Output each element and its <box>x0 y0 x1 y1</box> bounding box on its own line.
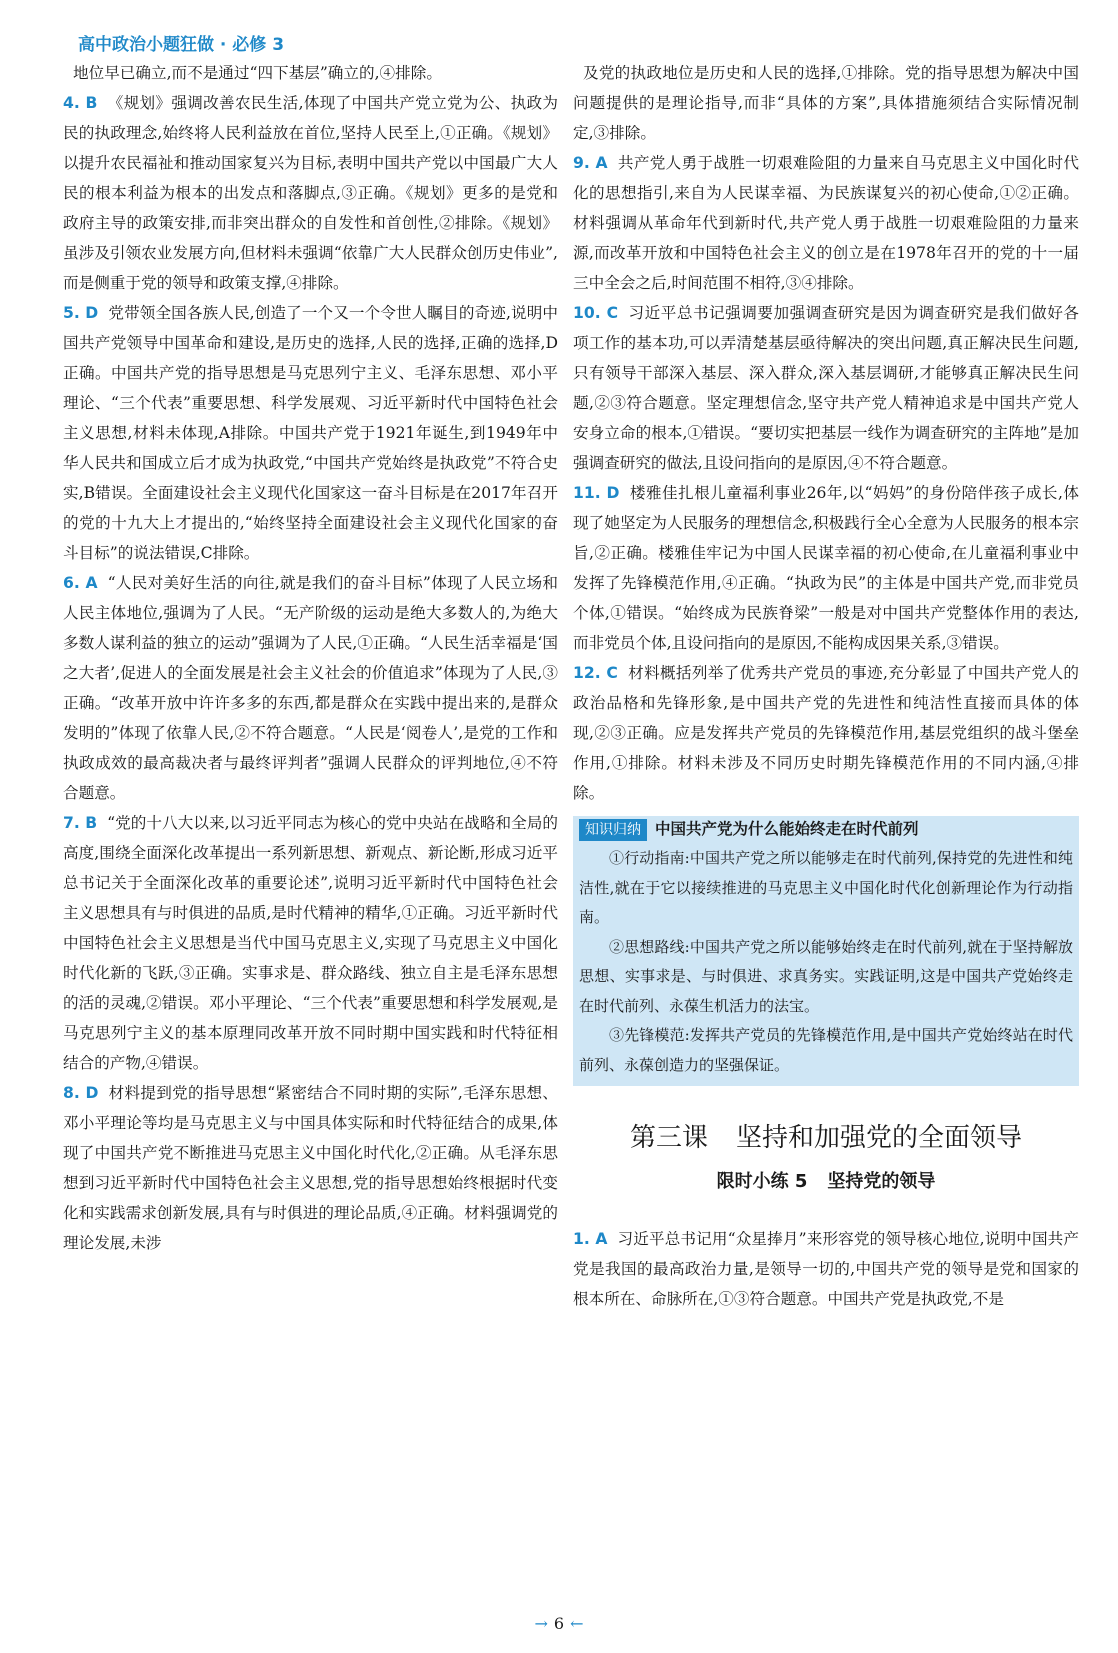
answer-number: 7. B <box>63 814 98 832</box>
answer-number: 5. D <box>63 304 99 322</box>
answer-number: 9. A <box>573 154 608 172</box>
section-heading: 限时小练 5 坚持党的领导 <box>716 1171 936 1192</box>
answer-number: 12. C <box>573 664 618 682</box>
answer-item: 1. A 习近平总书记用“众星捧月”来形容党的领导核心地位,说明中国共产党是我国的最高政治力量,是领导一切的,中国共产党的领导是党和国家的根本所在、命脉所在,①③符合题意。中国共产党是执政党,不是 <box>573 1230 1079 1308</box>
answer-item: 5. D 党带领全国各族人民,创造了一个又一个令世人瞩目的奇迹,说明中国共产党领导中国革命和建设,是历史的选择,人民的选择,正确的选择,D正确。中国共产党的指导思想是马克思列宁主义、毛泽东思想、邓小平理论、“三个代表”重要思想、科学发展观、习近平新时代中国特色社会主义思想,材料未体现,A排除。中国共产党于1921年诞生,到1949年中华人民共和国成立后才成为执政党,“中国共产党始终是执政党”不符合史实,B错误。全面建设社会主义现代化国家这一奋斗目标是在2017年召开的党的十九大上才提出的,“始终坚持全面建设社会主义现代化国家的奋斗目标”的说法错误,C排除。 <box>63 304 558 562</box>
answer-item: 4. B 《规划》强调改善农民生活,体现了中国共产党立党为公、执政为民的执政理念,始终将人民利益放在首位,坚持人民至上,①正确。《规划》以提升农民福祉和推动国家复兴为目标,表明中国共产党以中国最广大人民的根本利益为根本的出发点和落脚点,③正确。《规划》更多的是党和政府主导的政策安排,而非突出群众的自发性和首创性,②排除。《规划》虽涉及引领农业发展方向,但材料未强调“依靠广大人民群众创历史伟业”,而是侧重于党的领导和政策支撑,④排除。 <box>63 94 558 292</box>
answer-item: 地位早已确立,而不是通过“四下基层”确立的,④排除。 <box>73 64 442 82</box>
answer-number: 6. A <box>63 574 98 592</box>
chapter-heading: 第三课 坚持和加强党的全面领导 <box>629 1123 1023 1153</box>
answer-item: 12. C 材料概括列举了优秀共产党员的事迹,充分彰显了中国共产党人的政治品格和先锋形象,是中国共产党的先进性和纯洁性直接而具体的体现,②③正确。应是发挥共产党员的先锋模范作用,基层党组织的战斗堡垒作用,①排除。材料未涉及不同历史时期先锋模范作用的不同内涵,④排除。 <box>573 664 1079 802</box>
answer-number: 11. D <box>573 484 620 502</box>
arrow-left-icon: ← <box>570 1614 584 1633</box>
answer-item: 及党的执政地位是历史和人民的选择,①排除。党的指导思想为解决中国问题提供的是理论指导,而非“具体的方案”,具体措施须结合实际情况制定,③排除。 <box>573 64 1079 142</box>
book-title-header: 高中政治小题狂做 · 必修 3 <box>78 35 285 55</box>
knowledge-paragraph: ①行动指南:中国共产党之所以能够走在时代前列,保持党的先进性和纯洁性,就在于它以接续推进的马克思主义中国化时代化创新理论作为行动指南。 <box>579 849 1073 926</box>
knowledge-badge: 知识归纳 <box>579 819 647 841</box>
answer-number: 4. B <box>63 94 98 112</box>
knowledge-paragraph: ②思想路线:中国共产党之所以能够始终走在时代前列,就在于坚持解放思想、实事求是、与时俱进、求真务实。实践证明,这是中国共产党始终走在时代前列、永葆生机活力的法宝。 <box>579 937 1073 1015</box>
knowledge-paragraph: ③先锋模范:发挥共产党员的先锋模范作用,是中国共产党始终站在时代前列、永葆创造力的坚强保证。 <box>579 1026 1073 1074</box>
right-column <box>573 58 1079 1314</box>
answer-item: 7. B “党的十八大以来,以习近平同志为核心的党中央站在战略和全局的高度,围绕全面深化改革提出一系列新思想、新观点、新论断,形成习近平总书记关于全面深化改革的重要论述”,说明习近平新时代中国特色社会主义思想具有与时俱进的品质,是时代精神的精华,①正确。习近平新时代中国特色社会主义思想是当代中国马克思主义,实现了马克思主义中国化时代化新的飞跃,③正确。实事求是、群众路线、独立自主是毛泽东思想的活的灵魂,②错误。邓小平理论、“三个代表”重要思想和科学发展观,是马克思列宁主义的基本原理同改革开放不同时期中国实践和时代特征相结合的产物,④错误。 <box>63 814 558 1072</box>
answer-item: 9. A 共产党人勇于战胜一切艰难险阻的力量来自马克思主义中国化时代化的思想指引,来自为人民谋幸福、为民族谋复兴的初心使命,①②正确。材料强调从革命年代到新时代,共产党人勇于战胜一切艰难险阻的力量来源,而改革开放和中国特色社会主义的创立是在1978年召开的党的十一届三中全会之后,时间范围不相符,③④排除。 <box>573 154 1079 292</box>
knowledge-summary-box <box>573 816 1079 1086</box>
answer-item: 8. D 材料提到党的指导思想“紧密结合不同时期的实际”,毛泽东思想、邓小平理论等均是马克思主义与中国具体实际和时代特征结合的成果,体现了中国共产党不断推进马克思主义中国化时代化,②正确。从毛泽东思想到习近平新时代中国特色社会主义思想,党的指导思想始终根据时代变化和实践需求创新发展,具有与时俱进的理论品质,④正确。材料强调党的理论发展,未涉 <box>63 1084 558 1252</box>
left-column <box>63 58 558 1258</box>
answer-number: 1. A <box>573 1230 608 1248</box>
answer-number: 8. D <box>63 1084 99 1102</box>
answer-item: 11. D 楼雅佳扎根儿童福利事业26年,以“妈妈”的身份陪伴孩子成长,体现了她坚定为人民服务的理想信念,积极践行全心全意为人民服务的根本宗旨,②正确。楼雅佳牢记为中国人民谋幸福的初心使命,在儿童福利事业中发挥了先锋模范作用,④正确。“执政为民”的主体是中国共产党,而非党员个体,①错误。“始终成为民族脊梁”一般是对中国共产党整体作用的表达,而非党员个体,且设问指向的是原因,不能构成因果关系,③错误。 <box>573 484 1079 652</box>
page-number: → 6 ← <box>534 1614 584 1633</box>
arrow-right-icon: → <box>534 1614 548 1633</box>
answer-number: 10. C <box>573 304 619 322</box>
knowledge-summary-header <box>579 816 1073 844</box>
answer-item: 10. C 习近平总书记强调要加强调查研究是因为调查研究是我们做好各项工作的基本功,可以弄清楚基层亟待解决的突出问题,真正解决民生问题,只有领导干部深入基层、深入群众,深入基层调研,才能够真正解决民生问题,②③符合题意。坚定理想信念,坚守共产党人精神追求是中国共产党人安身立命的根本,①错误。“要切实把基层一线作为调查研究的主阵地”是加强调查研究的做法,且设问指向的是原因,④不符合题意。 <box>573 304 1079 472</box>
answer-item: 6. A “人民对美好生活的向往,就是我们的奋斗目标”体现了人民立场和人民主体地位,强调为了人民。“无产阶级的运动是绝大多数人的,为绝大多数人谋利益的独立的运动”强调为了人民,①正确。“人民生活幸福是‘国之大者’,促进人的全面发展是社会主义社会的价值追求”体现为了人民,③正确。“改革开放中许许多多的东西,都是群众在实践中提出来的,是群众发明的”体现了依靠人民,②不符合题意。“人民是‘阅卷人’,是党的工作和执政成效的最高裁决者与最终评判者”强调人民群众的评判地位,④不符合题意。 <box>63 574 558 802</box>
knowledge-title: 中国共产党为什么能始终走在时代前列 <box>655 820 919 839</box>
